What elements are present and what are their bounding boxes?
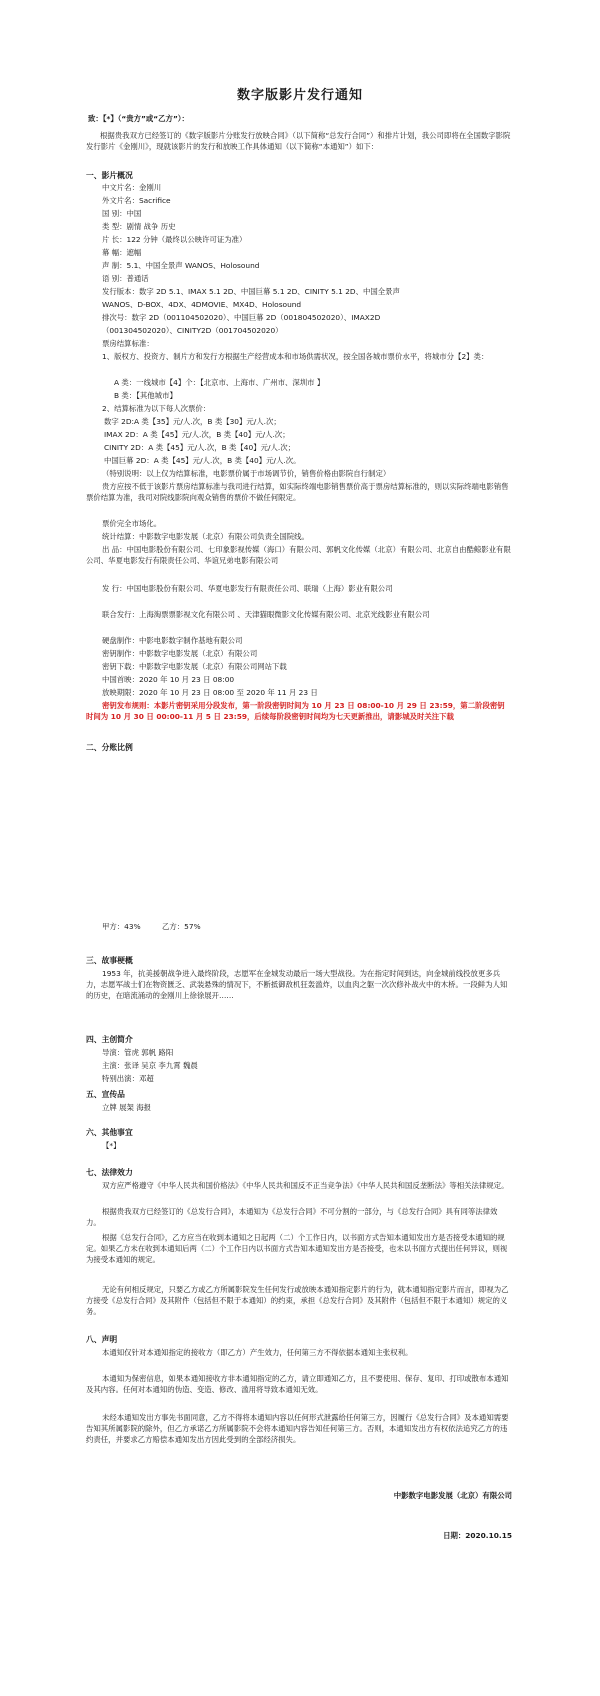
section-6-heading: 六、其他事宜 — [86, 1128, 133, 1137]
section-3-heading: 三、故事梗概 — [86, 956, 133, 965]
page-title: 数字版影片发行通知 — [236, 88, 363, 103]
detail-row: 语 别：普通话 — [102, 274, 149, 283]
promo-materials: 立牌 展架 海报 — [102, 1103, 152, 1112]
section-2-heading: 二、分账比例 — [86, 743, 133, 752]
detail-row: 密钥制作：中影数字电影发展（北京）有限公司 — [102, 649, 258, 658]
detail-row: 1、版权方、投资方、制片方和发行方根据生产经营成本和市场供需状况，按全国各城市票价水平，将城市分【2】类： — [102, 352, 489, 361]
detail-row: 票价完全市场化。 — [102, 519, 162, 528]
detail-row: CINITY 2D：A 类【45】元/人.次，B 类【40】元/人.次； — [104, 443, 295, 452]
party-b-share: 乙方：57% — [162, 922, 201, 931]
detail-row: 排次号：数字 2D（001104502020）、中国巨幕 2D（001804502020）、IMAX2D — [102, 313, 381, 322]
other-matters-text: 【*】 — [102, 1141, 121, 1150]
section-7-heading: 七、法律效力 — [86, 1168, 133, 1177]
detail-row: 国 别：中国 — [102, 209, 142, 218]
detail-row: （特别说明：以上仅为结算标准，电影票价属于市场调节价，销售价格由影院自行制定） — [102, 469, 391, 478]
signing-company: 中影数字电影发展（北京）有限公司 — [393, 1491, 512, 1500]
detail-row: 发 行：中国电影股份有限公司、华夏电影发行有限责任公司、联瑞（上海）影业有限公司 — [102, 584, 393, 593]
statement-paragraph: 未经本通知发出方事先书面同意，乙方不得将本通知内容以任何形式泄露给任何第三方，因履行《总发行合同》及本通知需要告知其所属影院的除外，但乙方承诺乙方所属影院不会将本通知内容告知任何第三方。否则，本通知发出方有权依法追究乙方的违约责任，并要求乙方赔偿本通知发出方因此受到的全部经济损失。 — [86, 1413, 509, 1444]
synopsis-paragraph: 1953 年，抗美援朝战争进入最终阶段，志愿军在金城发动最后一场大型战役。为在指定时间到达，向金城前线投放更多兵力，志愿军战士们在物资匮乏、武装悬殊的情况下，不断抵御敌机狂轰滥炸，以血肉之躯一次次修补战火中的木桥。一段鲜为人知的历史，在暗流涌动的金刚川上徐徐展开…… — [86, 969, 508, 1000]
detail-row: （001304502020）、CINITY2D（001704502020） — [102, 326, 283, 335]
detail-row: 硬盘制作：中影电影数字制作基地有限公司 — [102, 636, 243, 645]
detail-row: 统计结算：中影数字电影发展（北京）有限公司负责全国院线。 — [102, 532, 309, 541]
section-8-heading: 八、声明 — [86, 1335, 118, 1344]
detail-row: 联合发行：上海淘票票影视文化有限公司 、天津猫眼微影文化传媒有限公司、北京光线影业有限公司 — [102, 610, 430, 619]
key-release-notice: 密钥发布规则：本影片密钥采用分段发布，第一阶段密钥时间为 10 月 23 日 08:00-10 月 29 日 23:59，第二阶段密钥时间为 10 月 30 日 00:00-11 月 5 日 23:59，后续每阶段密钥时间均为七天更新推出，请影城及时关注下载 — [86, 701, 505, 721]
legal-paragraph: 双方应严格遵守《中华人民共和国价格法》《中华人民共和国反不正当竞争法》《中华人民共和国反垄断法》等相关法律规定。 — [102, 1181, 509, 1190]
intro-paragraph: 根据贵我双方已经签订的《数字版影片分账发行放映合同》（以下简称“总发行合同”）和排片计划，我公司即将在全国数字影院发行影片《金刚川》，现就该影片的发行和放映工作具体通知（以下简称“本通知”）如下： — [86, 131, 511, 151]
detail-row: 中文片名：金刚川 — [102, 183, 162, 192]
addressee-line: 致：【*】（“贵方”或“乙方”）： — [88, 114, 189, 123]
detail-row: 数字 2D:A 类【35】元/人.次，B 类【30】元/人.次； — [104, 417, 281, 426]
legal-paragraph: 根据贵我双方已经签订的《总发行合同》，本通知为《总发行合同》不可分割的一部分，与《总发行合同》具有同等法律效力。 — [86, 1207, 498, 1227]
section-4-heading: 四、主创简介 — [86, 1035, 133, 1044]
statement-paragraph: 本通知为保密信息，如果本通知接收方非本通知指定的乙方，请立即通知乙方，且不要使用、保存、复印、打印或散布本通知及其内容。任何对本通知的伪造、变造、修改、滥用将导致本通知无效。 — [86, 1374, 509, 1394]
detail-row: 密钥下载：中影数字电影发展（北京）有限公司网站下载 — [102, 662, 287, 671]
detail-row: 票房结算标准： — [102, 339, 154, 348]
detail-row: 出 品：中国电影股份有限公司、七印象影视传媒（海口）有限公司、郭帆文化传媒（北京）有限公司、北京自由酷鲸影业有限公司、华夏电影发行有限责任公司、华谊兄弟电影有限公司 — [86, 545, 511, 565]
section-1-heading: 一、影片概况 — [86, 171, 133, 180]
detail-row: 2、结算标准为以下每人次票价： — [102, 404, 211, 413]
detail-row: 发行版本：数字 2D 5.1、IMAX 5.1 2D、中国巨幕 5.1 2D、CINITY 5.1 2D、中国全景声 — [102, 287, 400, 296]
party-a-share: 甲方：43% — [102, 922, 141, 931]
detail-row: 外文片名：Sacrifice — [102, 196, 171, 205]
signing-date: 日期：2020.10.15 — [443, 1531, 512, 1540]
detail-row: 声 制：5.1、中国全景声 WANOS、Holosound — [102, 261, 260, 270]
legal-paragraph: 根据《总发行合同》，乙方应当在收到本通知之日起两（二）个工作日内，以书面方式告知本通知发出方是否接受本通知的规定。如果乙方未在收到本通知后两（二）个工作日内以书面方式告知本通知发出方是否接受，也未以书面方式提出任何异议，则视为接受本通知的规定。 — [86, 1233, 508, 1264]
detail-row: 片 长：122 分钟（最终以公映许可证为准） — [102, 235, 247, 244]
detail-row: 贵方应按不低于该影片票房结算标准与我司进行结算，如实际终端电影销售票价高于票房结算标准的，则以实际终端电影销售票价结算为准，我司对院线影院向观众销售的票价不做任何限定。 — [86, 482, 509, 502]
detail-row: 放映期限：2020 年 10 月 23 日 08:00 至 2020 年 11 月 23 日 — [102, 688, 318, 697]
cast-line: 主演：张译 吴京 李九霄 魏晨 — [102, 1061, 198, 1070]
detail-row: 中国巨幕 2D：A 类【45】元/人.次，B 类【40】元/人.次。 — [104, 456, 301, 465]
detail-row: 类 型：剧情 战争 历史 — [102, 222, 176, 231]
legal-paragraph: 无论有何相反规定，只要乙方或乙方所属影院发生任何发行或放映本通知指定影片的行为，就本通知指定影片而言，即视为乙方接受《总发行合同》及其附件（包括但不限于本通知）的约束，承担《总发行合同》及其附件（包括但不限于本通知）规定的义务。 — [86, 1285, 509, 1316]
directors-line: 导演：管虎 郭帆 路阳 — [102, 1048, 174, 1057]
special-appearance-line: 特别出演：邓超 — [102, 1074, 154, 1083]
statement-paragraph: 本通知仅针对本通知指定的接收方（即乙方）产生效力，任何第三方不得依据本通知主张权利。 — [102, 1348, 413, 1357]
detail-row: WANOS、D-BOX、4DX、4DMOVIE、MX4D、Holosound — [102, 300, 302, 309]
detail-row: 中国首映：2020 年 10 月 23 日 08:00 — [102, 675, 235, 684]
detail-row: 幕 幅：遮幅 — [102, 248, 142, 257]
detail-row: A 类：一线城市【4】个：【北京市、上海市、广州市、深圳市 】 — [114, 378, 325, 387]
detail-row: IMAX 2D：A 类【45】元/人.次，B 类【40】元/人.次； — [104, 430, 290, 439]
section-5-heading: 五、宣传品 — [86, 1090, 125, 1099]
detail-row: B 类：【其他城市】 — [114, 391, 177, 400]
